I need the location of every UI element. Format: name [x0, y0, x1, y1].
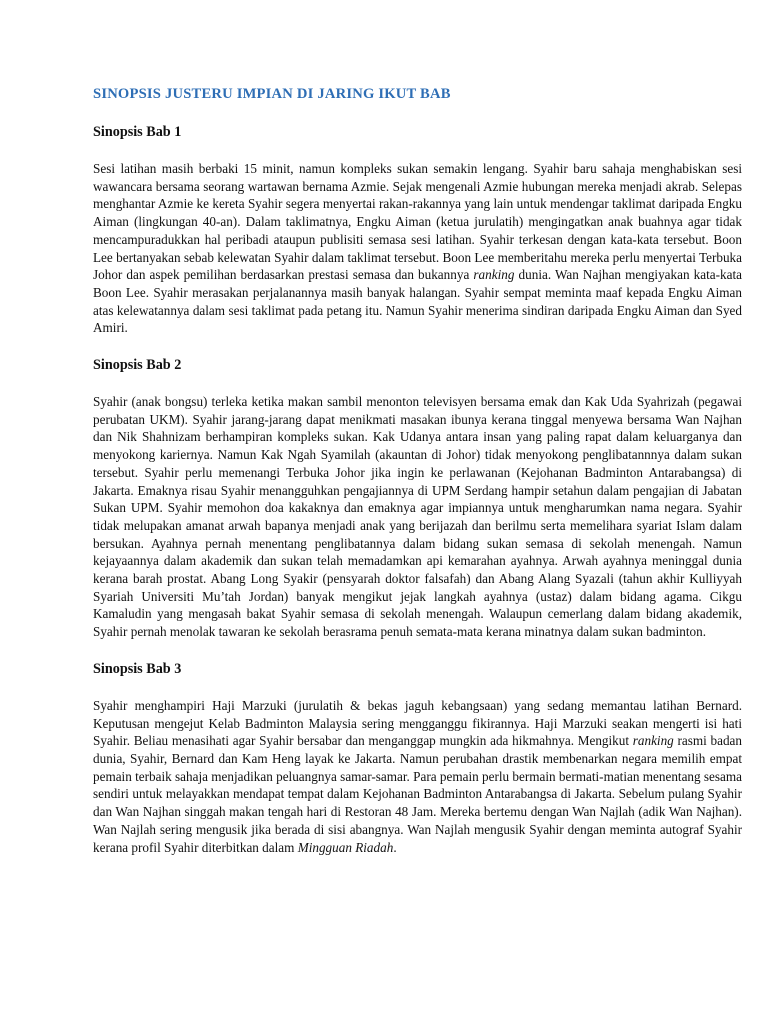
section-paragraph — [93, 160, 742, 337]
section-paragraph — [93, 697, 742, 856]
paragraph-text: Sesi latihan masih berbaki 15 minit, namun kompleks sukan semakin lengang. Syahir baru sahaja menghabiskan sesi wawancara bersama seorang wartawan bernama Azmie. Sejak mengenali Azmie hubungan mereka menjadi akrab. Selepas menghantar Azmie ke kereta Syahir segera menyertai rakan-rakannya yang lain untuk mendengar taklimat daripada Engku Aiman (lingkungan 40-an). Dalam taklimatnya, Engku Aiman (ketua jurulatih) mengingatkan anak buahnya agar tidak mencampuradukkan hal peribadi ataupun publisiti semasa sesi latihan. Syahir terkesan dengan kata-kata tersebut. Boon Lee bertanyakan sebab kelewatan Syahir dalam taklimat tersebut. Boon Lee memberitahu mereka perlu menyertai Terbuka Johor dan aspek pemilihan berdasarkan prestasi semasa dan bukannya — [93, 161, 742, 283]
paragraph-text: Syahir menghampiri Haji Marzuki (jurulatih & bekas jaguh kebangsaan) yang sedang memantau latihan Bernard. Keputusan mengejut Kelab Badminton Malaysia sering mengganggu fikirannya. Haji Marzuki seakan mengerti isi hati Syahir. Beliau menasihati agar Syahir bersabar dan menganggap mungkin ada hikmahnya. Mengikut — [93, 697, 742, 749]
document-page — [93, 84, 742, 874]
paragraph-italic-text: ranking — [632, 733, 674, 749]
section-bab-2 — [93, 355, 742, 641]
paragraph-text: Syahir (anak bongsu) terleka ketika makan sambil menonton televisyen bersama emak dan Kak Uda Syahrizah (pegawai perubatan UKM). Syahir jarang-jarang dapat menikmati masakan ibunya kerana tinggal menyewa bersama Wan Najhan dan Nik Shahnizam berhampiran kompleks sukan. Kak Udanya antara insan yang paling rapat dalam keluarganya dan menyokong kariernya. Namun Kak Ngah Syamilah (akauntan di Johor) tidak menyokong penglibatannnya dalam sukan tersebut. Syahir perlu memenangi Terbuka Johor jika ingin ke perlawanan (Kejohanan Badminton Antarabangsa) di Jakarta. Emaknya risau Syahir menangguhkan pengajiannya di UPM Serdang hampir setahun dalam pengajian di Jabatan Sukan UPM. Syahir memohon doa kakaknya dan emaknya agar impiannya untuk mengharumkan nama negara. Syahir tidak melupakan amanat arwah bapanya menjadi anak yang berijazah dan berilmu serta memelihara syariat Islam dalam bersukan. Ayahnya pernah menentang penglibatannya dalam bidang sukan semasa di sekolah menengah. Namun kejayaannya dalam akademik dan sukan telah memadamkan api kemarahan ayahnya. Arwah ayahnya meninggal dunia kerana barah prostat. Abang Long Syakir (pensyarah doktor falsafah) dan Abang Alang Syazali (tahun akhir Kulliyyah Syariah Universiti Mu’tah Jordan) banyak mengikut jejak langkah ayahnya (ustaz) dalam bidang agama. Cikgu Kamaludin yang mengasah bakat Syahir semasa di sekolah menengah. Walaupun cemerlang dalam bidang akademik, Syahir pernah menolak tawaran ke sekolah berasrama penuh semata-mata kerana minatnya dalam sukan badminton. — [93, 394, 742, 640]
section-bab-1 — [93, 122, 742, 337]
section-heading: Sinopsis Bab 3 — [93, 660, 182, 677]
paragraph-italic-text: Mingguan Riadah — [297, 839, 394, 855]
paragraph-text: rasmi badan dunia, Syahir, Bernard dan Kam Heng layak ke Jakarta. Namun perubahan drastik membenarkan negara memilih empat pemain terbaik sahaja menjadikan peluangnya samar-samar. Para pemain perlu bermain bermati-matian menentang sesama sendiri untuk melayakkan mendapat tempat dalam Kejohanan Badminton Antarabangsa di Jakarta. Sebelum pulang Syahir dan Wan Najhan singgah makan tengah hari di Restoran 48 Jam. Mereka bertemu dengan Wan Najlah (adik Wan Najhan). Wan Najlah sering mengusik jika berada di sisi abangnya. Wan Najlah mengusik Syahir dengan meminta autograf Syahir kerana profil Syahir diterbitkan dalam — [93, 733, 743, 855]
paragraph-italic-text: ranking — [473, 267, 515, 283]
section-heading: Sinopsis Bab 1 — [93, 124, 182, 140]
paragraph-text: . — [393, 839, 397, 855]
section-bab-3 — [93, 659, 742, 856]
section-paragraph — [93, 393, 742, 641]
section-heading: Sinopsis Bab 2 — [93, 357, 182, 374]
document-title: SINOPSIS JUSTERU IMPIAN DI JARING IKUT BAB — [93, 86, 451, 102]
paragraph-text: dunia. Wan Najhan mengiyakan kata-kata Boon Lee. Syahir merasakan perjalanannya masih banyak halangan. Syahir sempat meminta maaf kepada Engku Aiman atas kelewatannya dalam sesi taklimat pada petang itu. Namun Syahir menerima sindiran daripada Engku Aiman dan Syed Amiri. — [93, 267, 742, 336]
